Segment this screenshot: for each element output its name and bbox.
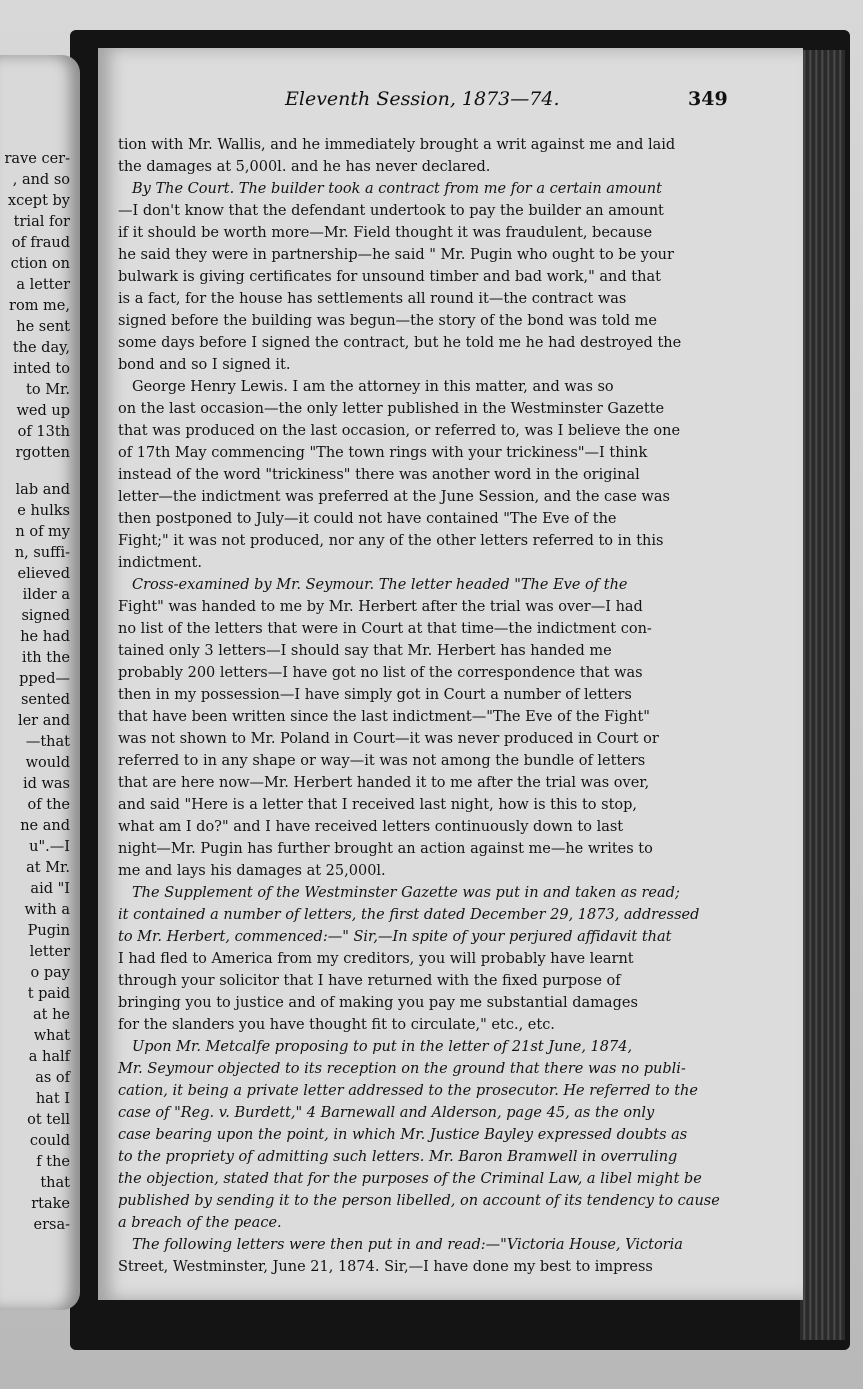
left-fragment: id was	[22, 776, 70, 792]
text-line: it contained a number of letters, the first dated December 29, 1873, addressed	[118, 907, 700, 923]
text-line: Fight;" it was not produced, nor any of the other letters referred to in this	[118, 533, 664, 549]
text-line: Upon Mr. Metcalfe proposing to put in the letter of 21st June, 1874,	[132, 1039, 633, 1055]
left-fragment: pped—	[19, 671, 70, 687]
left-fragment: to Mr.	[26, 382, 70, 398]
left-fragment: n of my	[15, 524, 70, 540]
left-fragment: ersa-	[33, 1217, 70, 1233]
text-line: me and lays his damages at 25,000l.	[118, 863, 386, 879]
text-line: night—Mr. Pugin has further brought an action against me—he writes to	[118, 841, 653, 857]
left-fragment: ot tell	[27, 1112, 70, 1128]
left-fragment: ction on	[10, 256, 70, 272]
text-line: —I don't know that the defendant undertook to pay the builder an amount	[118, 203, 664, 219]
text-line: Cross-examined by Mr. Seymour. The letter headed "The Eve of the	[132, 577, 628, 593]
left-fragment: as of	[35, 1070, 70, 1086]
page-number: 349	[688, 88, 728, 110]
text-line: the objection, stated that for the purposes of the Criminal Law, a libel might be	[118, 1171, 702, 1187]
left-fragment: letter	[29, 944, 70, 960]
left-fragment: u".—I	[29, 839, 70, 855]
text-line: no list of the letters that were in Court at that time—the indictment con-	[118, 621, 652, 637]
left-fragment: at Mr.	[26, 860, 70, 876]
left-fragment: n, suffi-	[14, 545, 70, 561]
text-line: bulwark is giving certificates for unsound timber and bad work," and that	[118, 269, 661, 285]
text-line: bond and so I signed it.	[118, 357, 291, 373]
text-line: signed before the building was begun—the story of the bond was told me	[118, 313, 657, 329]
text-line: of 17th May commencing "The town rings with your trickiness"—I think	[118, 445, 648, 461]
left-fragment: of the	[27, 797, 70, 813]
left-fragment: t paid	[27, 986, 70, 1002]
text-line: he said they were in partnership—he said " Mr. Pugin who ought to be your	[118, 247, 674, 263]
text-line: to the propriety of admitting such letters. Mr. Baron Bramwell in overruling	[118, 1149, 678, 1165]
text-line: indictment.	[118, 555, 202, 571]
left-fragment: o pay	[30, 965, 70, 981]
left-fragment: Pugin	[27, 923, 70, 939]
running-head: Eleventh Session, 1873—74.	[285, 88, 560, 110]
text-line: The following letters were then put in and read:—"Victoria House, Victoria	[132, 1237, 683, 1253]
text-line: George Henry Lewis. I am the attorney in this matter, and was so	[132, 379, 614, 395]
text-line: that have been written since the last indictment—"The Eve of the Fight"	[118, 709, 650, 725]
left-page	[0, 55, 80, 1310]
text-line: on the last occasion—the only letter published in the Westminster Gazette	[118, 401, 665, 417]
text-line: tained only 3 letters—I should say that Mr. Herbert has handed me	[118, 643, 612, 659]
text-line: Street, Westminster, June 21, 1874. Sir,—I have done my best to impress	[118, 1259, 653, 1275]
left-fragment: f the	[36, 1154, 70, 1170]
text-line: case of "Reg. v. Burdett," 4 Barnewall and Alderson, page 45, as the only	[118, 1105, 655, 1121]
left-fragment: rtake	[31, 1196, 70, 1212]
left-fragment: e hulks	[17, 503, 70, 519]
left-fragment: wed up	[16, 403, 70, 419]
left-fragment: ilder a	[22, 587, 70, 603]
left-fragment: inted to	[13, 361, 70, 377]
text-line: that was produced on the last occasion, or referred to, was I believe the one	[118, 423, 681, 439]
left-fragment: elieved	[17, 566, 70, 582]
text-line: then postponed to July—it could not have contained "The Eve of the	[118, 511, 617, 527]
left-fragment: of fraud	[11, 235, 70, 251]
text-line: through your solicitor that I have returned with the fixed purpose of	[118, 973, 621, 989]
left-fragment: he had	[20, 629, 70, 645]
text-line: a breach of the peace.	[118, 1215, 282, 1231]
left-fragment: a half	[28, 1049, 70, 1065]
left-fragment: sented	[20, 692, 70, 708]
left-fragment: rom me,	[9, 298, 70, 314]
text-line: to Mr. Herbert, commenced:—" Sir,—In spite of your perjured affidavit that	[118, 929, 672, 945]
text-line: was not shown to Mr. Poland in Court—it was never produced in Court or	[118, 731, 659, 747]
left-fragment: with a	[24, 902, 70, 918]
text-line: if it should be worth more—Mr. Field thought it was fraudulent, because	[118, 225, 653, 241]
text-line: referred to in any shape or way—it was not among the bundle of letters	[118, 753, 646, 769]
text-line: and said "Here is a letter that I received last night, how is this to stop,	[118, 797, 638, 813]
left-fragment: xcept by	[7, 193, 70, 209]
text-line: By The Court. The builder took a contract from me for a certain amount	[132, 181, 662, 197]
left-fragment: lab and	[15, 482, 70, 498]
left-fragment: trial for	[13, 214, 70, 230]
left-fragment: a letter	[16, 277, 70, 293]
left-fragment: , and so	[12, 172, 70, 188]
left-fragment: would	[25, 755, 70, 771]
left-fragment: ith the	[21, 650, 70, 666]
text-line: letter—the indictment was preferred at the June Session, and the case was	[118, 489, 670, 505]
text-line: probably 200 letters—I have got no list of the correspondence that was	[118, 665, 643, 681]
text-line: that are here now—Mr. Herbert handed it to me after the trial was over,	[118, 775, 650, 791]
text-line: some days before I signed the contract, but he told me he had destroyed the	[118, 335, 682, 351]
left-fragment: rave cer-	[4, 151, 70, 167]
left-fragment: ne and	[20, 818, 70, 834]
page-edges	[800, 50, 845, 1340]
left-fragment: signed	[21, 608, 70, 624]
left-fragment: ler and	[17, 713, 70, 729]
text-line: tion with Mr. Wallis, and he immediately brought a writ against me and laid	[118, 137, 676, 153]
text-line: case bearing upon the point, in which Mr. Justice Bayley expressed doubts as	[118, 1127, 688, 1143]
text-line: Mr. Seymour objected to its reception on the ground that there was no publi-	[118, 1061, 686, 1077]
left-fragment: what	[33, 1028, 70, 1044]
left-fragment: he sent	[16, 319, 70, 335]
text-line: for the slanders you have thought fit to circulate," etc., etc.	[118, 1017, 555, 1033]
text-line: bringing you to justice and of making you pay me substantial damages	[118, 995, 638, 1011]
text-line: what am I do?" and I have received letters continuously down to last	[118, 819, 624, 835]
left-fragment: at he	[32, 1007, 70, 1023]
text-line: cation, it being a private letter addressed to the prosecutor. He referred to the	[118, 1083, 698, 1099]
left-fragment: rgotten	[15, 445, 70, 461]
text-line: then in my possession—I have simply got in Court a number of letters	[118, 687, 632, 703]
text-line: the damages at 5,000l. and he has never declared.	[118, 159, 491, 175]
left-fragment: could	[29, 1133, 70, 1149]
left-fragment: the day,	[12, 340, 70, 356]
left-fragment: of 13th	[17, 424, 70, 440]
text-line: instead of the word "trickiness" there was another word in the original	[118, 467, 640, 483]
left-fragment: hat I	[35, 1091, 70, 1107]
left-fragment: —that	[25, 734, 70, 750]
left-fragment: that	[40, 1175, 70, 1191]
left-fragment: aid "I	[30, 881, 70, 897]
text-line: The Supplement of the Westminster Gazette was put in and taken as read;	[132, 885, 680, 901]
text-line: published by sending it to the person libelled, on account of its tendency to cause	[118, 1193, 720, 1209]
text-line: is a fact, for the house has settlements all round it—the contract was	[118, 291, 627, 307]
text-line: Fight" was handed to me by Mr. Herbert after the trial was over—I had	[118, 599, 643, 615]
text-line: I had fled to America from my creditors, you will probably have learnt	[118, 951, 634, 967]
